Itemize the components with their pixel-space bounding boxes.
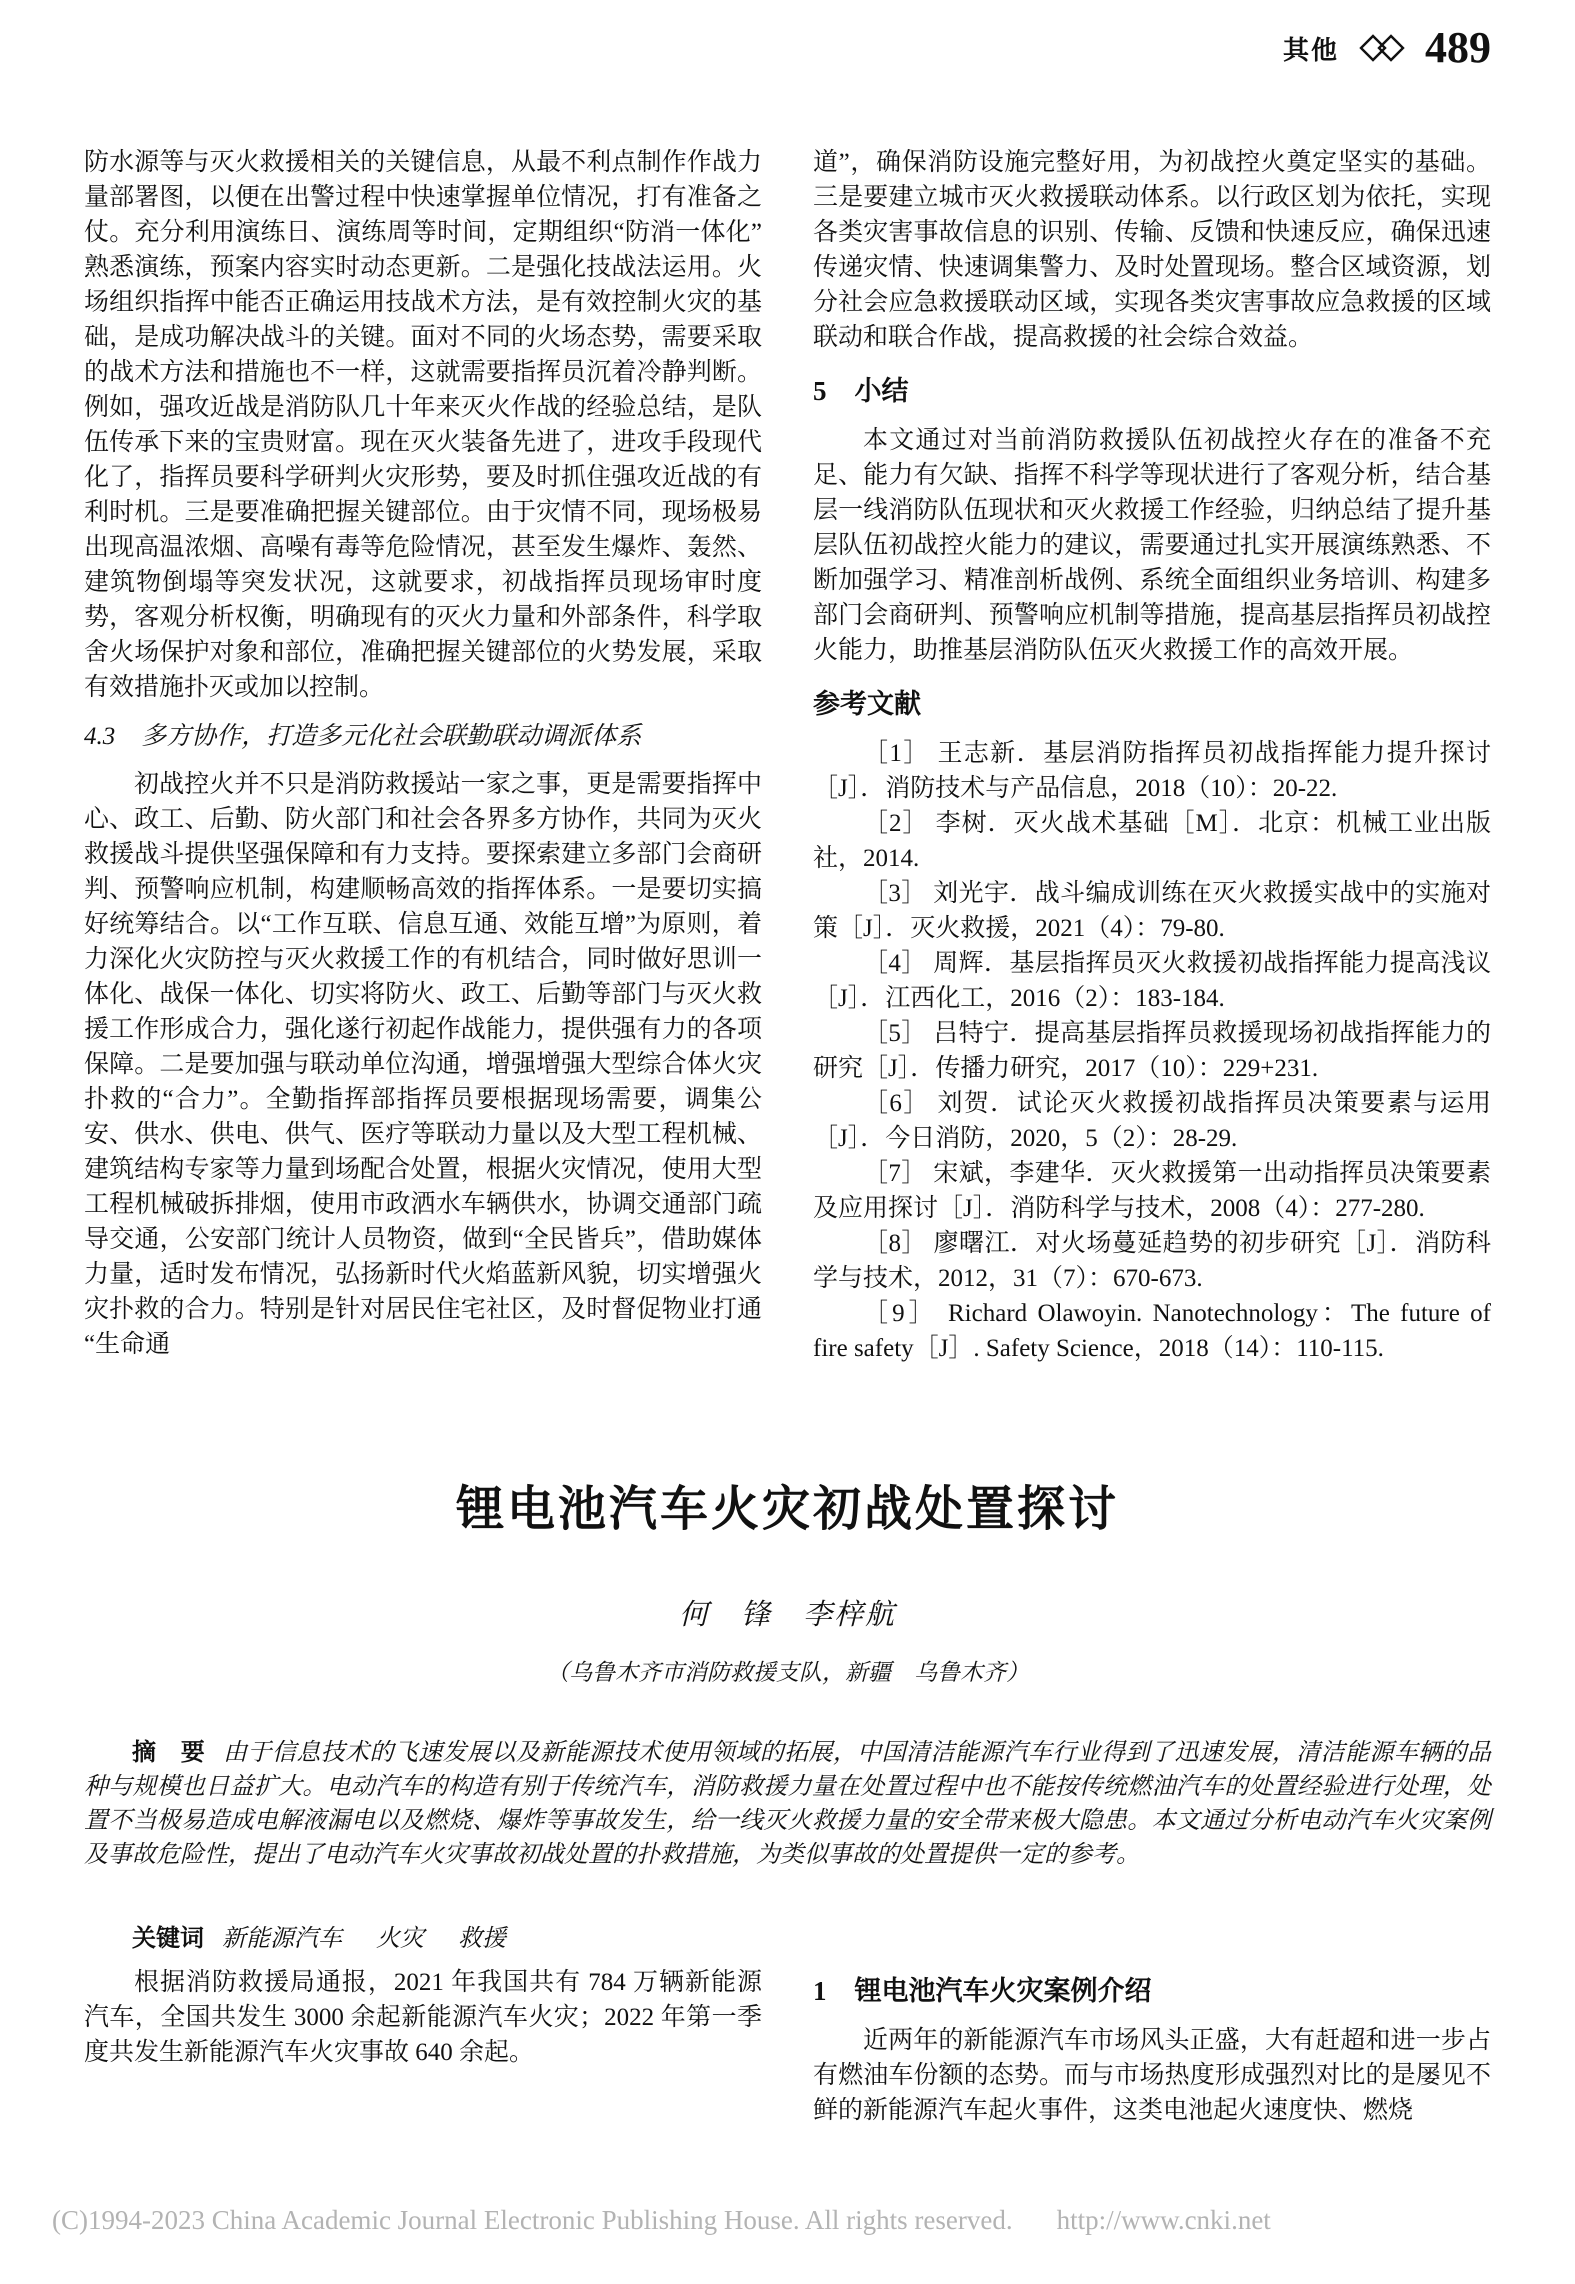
- keywords-row: [84, 1922, 1491, 1956]
- section-title: 小结: [854, 376, 909, 406]
- reference-item: ［7］ 宋斌，李建华．灭火救援第一出动指挥员决策要素及应用探讨［J］．消防科学与技术，2008（4）：277-280.: [813, 1160, 1491, 1222]
- section-category-label: 其他: [1282, 34, 1339, 65]
- section-heading-1: [813, 1971, 1491, 2011]
- reference-item: ［8］ 廖曙江．对火场蔓延趋势的初步研究［J］．消防科学与技术，2012，31（7）：670-673.: [813, 1230, 1491, 1292]
- article1-right-column: [813, 145, 1491, 1366]
- section-number: 5: [813, 376, 827, 406]
- section-number: 4.3: [84, 723, 116, 750]
- double-diamond-icon: [1359, 34, 1405, 62]
- page-number: 489: [1425, 23, 1491, 72]
- keyword: 救援: [458, 1926, 506, 1952]
- paragraph-summary: 本文通过对当前消防救援队伍初战控火存在的准备不充足、能力有欠缺、指挥不科学等现状进行了客观分析，结合基层一线消防队伍现状和灭火救援工作经验，归纳总结了提升基层队伍初战控火能力的建议，需要通过扎实开展演练熟悉、不断加强学习、精准剖析战例、系统全面组织业务培训、构建多部门会商研判、预警响应机制等措施，提高基层指挥员初战控火能力，助推基层消防队伍灭火救援工作的高效开展。: [813, 427, 1491, 664]
- section-title: 锂电池汽车火灾案例介绍: [854, 1976, 1152, 2006]
- reference-item: ［3］ 刘光宇．战斗编成训练在灭火救援实战中的实施对策［J］．灭火救援，2021（4）：79-80.: [813, 880, 1491, 942]
- abstract-text: 由于信息技术的飞速发展以及新能源技术使用领域的拓展，中国清洁能源汽车行业得到了迅速发展，清洁能源车辆的品种与规模也日益扩大。电动汽车的构造有别于传统汽车，消防救援力量在处置过程中也不能按传统燃油汽车的处置经验进行处理，处置不当极易造成电解液漏电以及燃烧、爆炸等事故发生，给一线灭火救援力量的安全带来极大隐患。本文通过分析电动汽车火灾案例及事故危险性，提出了电动汽车火灾事故初战处置的扑救措施，为类似事故的处置提供一定的参考。: [84, 1740, 1492, 1868]
- page-header: [1282, 23, 1491, 72]
- article2-title: 锂电池汽车火灾初战处置探讨: [455, 1483, 1119, 1536]
- reference-item: ［1］ 王志新．基层消防指挥员初战指挥能力提升探讨［J］．消防技术与产品信息，2018（10）：20-22.: [813, 740, 1491, 802]
- reference-item: ［4］ 周辉．基层指挥员灭火救援初战指挥能力提高浅议［J］．江西化工，2016（2）：183-184.: [813, 950, 1491, 1012]
- reference-item: ［6］ 刘贺．试论灭火救援初战指挥员决策要素与运用［J］．今日消防，2020，5（2）：28-29.: [813, 1090, 1491, 1152]
- section-heading-4-3: [84, 717, 762, 757]
- page-footer: [52, 2204, 1271, 2236]
- keyword: 新能源汽车: [222, 1926, 342, 1952]
- section-number: 1: [813, 1976, 827, 2006]
- section-title: 多方协作，打造多元化社会联勤联动调派体系: [141, 723, 642, 750]
- paragraph-statistics: 根据消防救援局通报，2021 年我国共有 784 万辆新能源汽车，全国共发生 3000 余起新能源汽车火灾；2022 年第一季度共发生新能源汽车火灾事故 640 余起。: [84, 1969, 762, 2066]
- abstract-label: 摘 要: [132, 1739, 206, 1766]
- paragraph-collaboration: 初战控火并不只是消防救援站一家之事，更是需要指挥中心、政工、后勤、防火部门和社会各界多方协作，共同为灭火救援战斗提供坚强保障和有力支持。要探索建立多部门会商研判、预警响应机制，构建顺畅高效的指挥体系。一是要切实搞好统筹结合。以“工作互联、信息互通、效能互增”为原则，着力深化火灾防控与灭火救援工作的有机结合，同时做好思训一体化、战保一体化、切实将防火、政工、后勤等部门与灭火救援工作形成合力，强化遂行初起作战能力，提供强有力的各项保障。二是要加强与联动单位沟通，增强增强大型综合体火灾扑救的“合力”。全勤指挥部指挥员要根据现场需要，调集公安、供水、供电、供气、医疗等联动力量以及大型工程机械、建筑结构专家等力量到场配合处置，根据火灾情况，使用大型工程机械破拆排烟，使用市政洒水车辆供水，协调交通部门疏导交通，公安部门统计人员物资，做到“全民皆兵”，借助媒体力量，适时发布情况，弘扬新时代火焰蓝新风貌，切实增强火灾扑救的合力。特别是针对居民住宅社区，及时督促物业打通“生命通: [84, 771, 762, 1358]
- copyright-text: (C)1994-2023 China Academic Journal Electronic Publishing House. All rights reserved.: [52, 2205, 1013, 2235]
- paragraph-continued: 道”，确保消防设施完整好用，为初战控火奠定坚实的基础。三是要建立城市灭火救援联动体系。以行政区划为依托，实现各类灾害事故信息的识别、传输、反馈和快速反应，确保迅速传递灾情、快速调集警力、及时处置现场。整合区域资源，划分社会应急救援联动区域，实现各类灾害事故应急救援的区域联动和联合作战，提高救援的社会综合效益。: [813, 149, 1491, 351]
- article2-authors: 何 锋 李梓航: [678, 1599, 896, 1631]
- references-heading: 参考文献: [813, 689, 921, 719]
- article2-right-column: [813, 1965, 1491, 2128]
- keywords-label: 关键词: [132, 1925, 204, 1952]
- keyword: 火灾: [376, 1926, 424, 1952]
- abstract: [84, 1736, 1491, 1872]
- reference-item: ［9］ Richard Olawoyin. Nanotechnology：The future of fire safety［J］. Safety Science，2018（14）：110-115.: [813, 1300, 1491, 1362]
- references-list: [813, 736, 1491, 1366]
- reference-item: ［2］ 李树．灭火战术基础［M］．北京：机械工业出版社，2014.: [813, 810, 1491, 872]
- reference-item: ［5］ 吕特宁．提高基层指挥员救援现场初战指挥能力的研究［J］．传播力研究，2017（10）：229+231.: [813, 1020, 1491, 1082]
- paragraph-market: 近两年的新能源汽车市场风头正盛，大有赶超和进一步占有燃油车份额的态势。而与市场热度形成强烈对比的是屡见不鲜的新能源汽车起火事件，这类电池起火速度快、燃烧: [813, 2027, 1491, 2124]
- article2-left-column: [84, 1965, 762, 2070]
- cnki-url: http://www.cnki.net: [1056, 2205, 1271, 2235]
- article2-affiliation: （乌鲁木齐市消防救援支队，新疆 乌鲁木齐）: [546, 1660, 1029, 1685]
- paragraph-continued: 防水源等与灭火救援相关的关键信息，从最不利点制作作战力量部署图，以便在出警过程中快速掌握单位情况，打有准备之仗。充分利用演练日、演练周等时间，定期组织“防消一体化”熟悉演练，预案内容实时动态更新。二是强化技战法运用。火场组织指挥中能否正确运用技战术方法，是有效控制火灾的基础，是成功解决战斗的关键。面对不同的火场态势，需要采取的战术方法和措施也不一样，这就需要指挥员沉着冷静判断。例如，强攻近战是消防队几十年来灭火作战的经验总结，是队伍传承下来的宝贵财富。现在灭火装备先进了，进攻手段现代化了，指挥员要科学研判火灾形势，要及时抓住强攻近战的有利时机。三是要准确把握关键部位。由于灾情不同，现场极易出现高温浓烟、高噪有毒等危险情况，甚至发生爆炸、轰然、建筑物倒塌等突发状况，这就要求，初战指挥员现场审时度势，客观分析权衡，明确现有的灭火力量和外部条件，科学取舍火场保护对象和部位，准确把握关键部位的火势发展，采取有效措施扑灭或加以控制。: [84, 149, 762, 701]
- section-heading-5: [813, 371, 1491, 411]
- article1-left-column: [84, 145, 762, 1362]
